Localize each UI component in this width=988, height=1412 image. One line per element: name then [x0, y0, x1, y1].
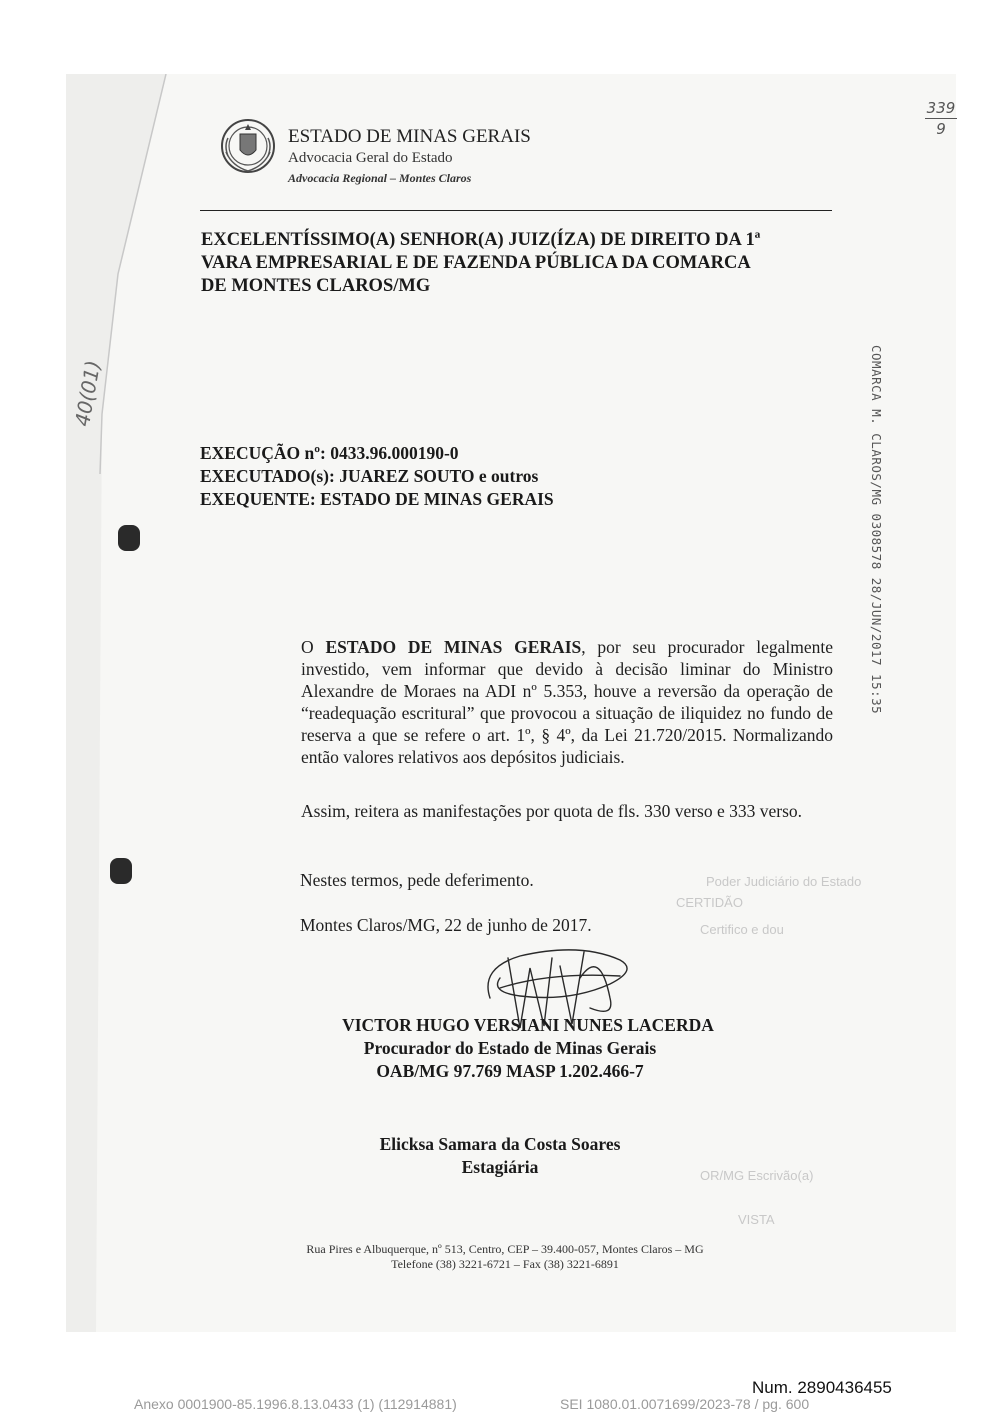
handwritten-page-number — [921, 99, 961, 138]
document-number: Num. 2890436455 — [752, 1378, 892, 1397]
header-divider — [200, 210, 832, 211]
footer-phone: Telefone (38) 3221-6721 – Fax (38) 3221-6891 — [391, 1257, 619, 1271]
punch-hole-bottom — [110, 858, 132, 884]
intern-block — [200, 1133, 900, 1179]
coat-of-arms-icon — [218, 116, 278, 178]
show-through-text: OR/MG Escrivão(a) — [700, 1168, 814, 1183]
annex-reference: Anexo 0001900-85.1996.8.13.0433 (1) (112914881) — [134, 1396, 457, 1412]
addressee-block — [201, 229, 841, 298]
org-regional: Advocacia Regional – Montes Claros — [288, 171, 472, 185]
org-title: ESTADO DE MINAS GERAIS — [288, 126, 531, 147]
addressee-line: VARA EMPRESARIAL E DE FAZENDA PÚBLICA DA COMARCA — [201, 253, 751, 273]
show-through-text: CERTIDÃO — [676, 895, 743, 910]
execution-number: EXECUÇÃO nº: 0433.96.000190-0 — [200, 443, 459, 463]
p1-lead: O — [301, 637, 326, 657]
case-info — [200, 442, 554, 511]
page-number-top: 339 — [926, 99, 956, 117]
letterhead-footer — [240, 1242, 770, 1272]
place-and-date: Montes Claros/MG, 22 de junho de 2017. — [300, 915, 592, 935]
p1-text: , por seu procurador legalmente investido, vem informar que devido à decisão liminar do Ministro Alexandre de Moraes na ADI nº 5.353, houve a reversão da operação de “readequação escritural” que provocou a situação de iliquidez no fundo de reserva a que se refere o art. 1º, § 4º, da Lei 21.720/2015. Normalizando então valores relativos aos depósitos judiciais. — [301, 637, 833, 767]
punch-hole-top — [118, 525, 140, 551]
page-number-rule — [925, 118, 957, 119]
p2-text: Assim, reitera as manifestações por quota de fls. 330 verso e 333 verso. — [301, 801, 803, 821]
court-receipt-stamp: COMARCA M. CLAROS/MG 0308578 28/JUN/2017 15:35 — [869, 345, 884, 715]
signatory-block — [200, 1014, 820, 1083]
p1-bold-entity: ESTADO DE MINAS GERAIS — [325, 637, 582, 657]
show-through-text: Poder Judiciário do Estado — [706, 874, 862, 889]
closing-request: Nestes termos, pede deferimento. — [300, 870, 534, 890]
addressee-line: EXCELENTÍSSIMO(A) SENHOR(A) JUIZ(ÍZA) DE DIREITO DA 1ª — [201, 230, 761, 250]
signatory-role: Procurador do Estado de Minas Gerais — [363, 1038, 657, 1058]
plaintiff: EXEQUENTE: ESTADO DE MINAS GERAIS — [200, 489, 554, 509]
signatory-name: VICTOR HUGO VERSIANI NUNES LACERDA — [342, 1015, 714, 1035]
body-paragraph-2 — [193, 800, 833, 822]
page-number-bottom: 9 — [936, 120, 946, 138]
show-through-text: Certifico e dou — [700, 922, 784, 937]
margin-note: 40(01) — [70, 358, 106, 429]
intern-name: Elicksa Samara da Costa Soares — [379, 1134, 621, 1154]
show-through-text: VISTA — [738, 1212, 775, 1227]
sei-reference: SEI 1080.01.0071699/2023-78 / pg. 600 — [560, 1396, 810, 1412]
addressee-line: DE MONTES CLAROS/MG — [201, 276, 431, 296]
intern-role: Estagiária — [461, 1157, 539, 1177]
signatory-registration: OAB/MG 97.769 MASP 1.202.466-7 — [376, 1061, 644, 1081]
org-subtitle: Advocacia Geral do Estado — [288, 150, 453, 166]
footer-address: Rua Pires e Albuquerque, nº 513, Centro, CEP – 39.400-057, Montes Claros – MG — [306, 1242, 704, 1256]
defendant: EXECUTADO(s): JUAREZ SOUTO e outros — [200, 466, 539, 486]
body-paragraph-1 — [193, 636, 833, 768]
